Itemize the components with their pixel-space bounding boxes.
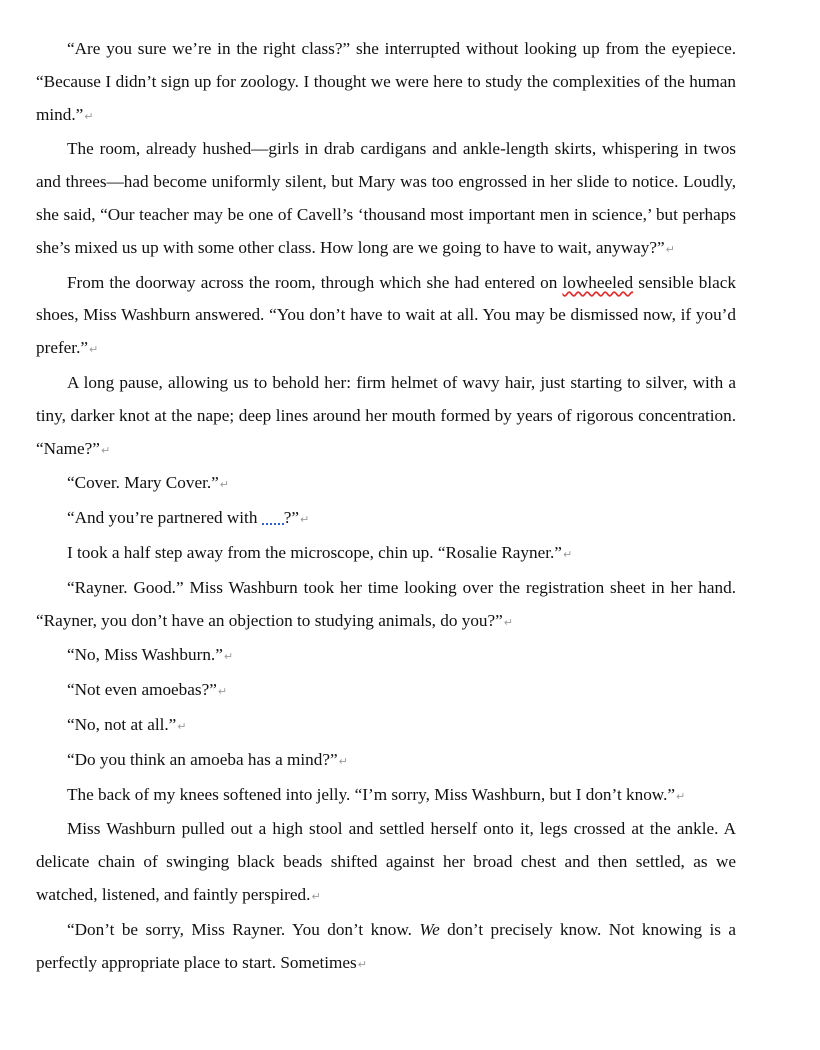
paragraph-text: “No, not at all.” (67, 714, 177, 734)
paragraph-mark-icon: ↵ (503, 615, 513, 629)
paragraph-text: “Not even amoebas?” (67, 680, 217, 700)
paragraph-6 (36, 502, 736, 537)
paragraph-3 (36, 267, 736, 367)
paragraph-9 (36, 639, 736, 674)
paragraph-text: “Rayner. Good.” Miss Washburn took her time looking over the registration sheet in her hand. “Rayner, you don’t have an objection to studying animals, do you?” (36, 577, 736, 630)
paragraph-text: The room, already hushed—girls in drab cardigans and ankle-length skirts, whispering in twos and threes—had become uniformly silent, but Mary was too engrossed in her slide to notice. Loudly, she said, “Our teacher may be one of Cavell’s ‘thousand most important men in science,’ but perhaps she’s mixed us up with some other class. How long are we going to have to wait, anyway?” (36, 139, 736, 257)
paragraph-1 (36, 33, 736, 133)
document-page[interactable] (36, 33, 736, 981)
paragraph-text: The back of my knees softened into jelly. “I’m sorry, Miss Washburn, but I don’t know.” (67, 784, 676, 804)
paragraph-text: From the doorway across the room, through which she had entered on (67, 272, 563, 292)
paragraph-8 (36, 572, 736, 640)
paragraph-text: “No, Miss Washburn.” (67, 645, 223, 665)
paragraph-7 (36, 537, 736, 572)
paragraph-15 (36, 914, 736, 982)
paragraph-mark-icon: ↵ (665, 242, 675, 256)
paragraph-text: “And you’re partnered with (67, 508, 262, 528)
paragraph-mark-icon: ↵ (100, 443, 111, 457)
paragraph-text: “Do you think an amoeba has a mind?” (67, 749, 338, 769)
paragraph-mark-icon: ↵ (562, 547, 573, 561)
paragraph-4 (36, 367, 736, 467)
paragraph-text: don’t precisely know. Not knowing is a perfectly appropriate place to start. Sometimes (36, 919, 736, 972)
paragraph-mark-icon: ↵ (217, 685, 228, 699)
paragraph-text: “Are you sure we’re in the right class?” she interrupted without looking up from the eyepiece. “Because I didn’t sign up for zoology. I thought we were here to study the complexities of the human mind.” (36, 39, 736, 124)
paragraph-mark-icon: ↵ (89, 343, 99, 357)
paragraph-10 (36, 674, 736, 709)
paragraph-text: Miss Washburn pulled out a high stool and settled herself onto it, legs crossed at the ankle. A delicate chain of swinging black beads shifted against her broad chest and then settled, as we watched, listened, and faintly perspired. (36, 819, 736, 904)
paragraph-11 (36, 709, 736, 744)
paragraph-12 (36, 744, 736, 779)
paragraph-text: “Cover. Mary Cover.” (67, 473, 219, 493)
paragraph-mark-icon: ↵ (177, 719, 187, 733)
paragraph-5 (36, 467, 736, 502)
paragraph-text: I took a half step away from the microscope, chin up. “Rosalie Rayner.” (67, 542, 562, 562)
grammar-flag-blank[interactable] (262, 513, 284, 525)
paragraph-text: A long pause, allowing us to behold her: firm helmet of wavy hair, just starting to silver, with a tiny, darker knot at the nape; deep lines around her mouth formed by years of rigorous concentration. “Name?” (36, 372, 736, 458)
paragraph-mark-icon: ↵ (338, 754, 348, 768)
paragraph-mark-icon: ↵ (357, 957, 367, 971)
paragraph-mark-icon: ↵ (300, 513, 310, 527)
paragraph-13 (36, 779, 736, 814)
paragraph-mark-icon: ↵ (223, 650, 234, 664)
italic-emphasis: We (419, 919, 440, 939)
spelling-error-word[interactable]: lowheeled (562, 272, 634, 292)
paragraph-mark-icon: ↵ (676, 789, 686, 803)
paragraph-text: sensible black shoes, Miss Washburn answered. “You don’t have to wait at all. You may be dismissed now, if you’d prefer.” (36, 272, 737, 358)
paragraph-mark-icon: ↵ (219, 478, 230, 492)
paragraph-14 (36, 813, 736, 913)
paragraph-mark-icon: ↵ (84, 109, 94, 123)
paragraph-text: ?” (283, 508, 299, 528)
paragraph-2 (36, 133, 736, 266)
paragraph-text: “Don’t be sorry, Miss Rayner. You don’t know. (67, 919, 420, 939)
paragraph-mark-icon: ↵ (311, 889, 321, 903)
